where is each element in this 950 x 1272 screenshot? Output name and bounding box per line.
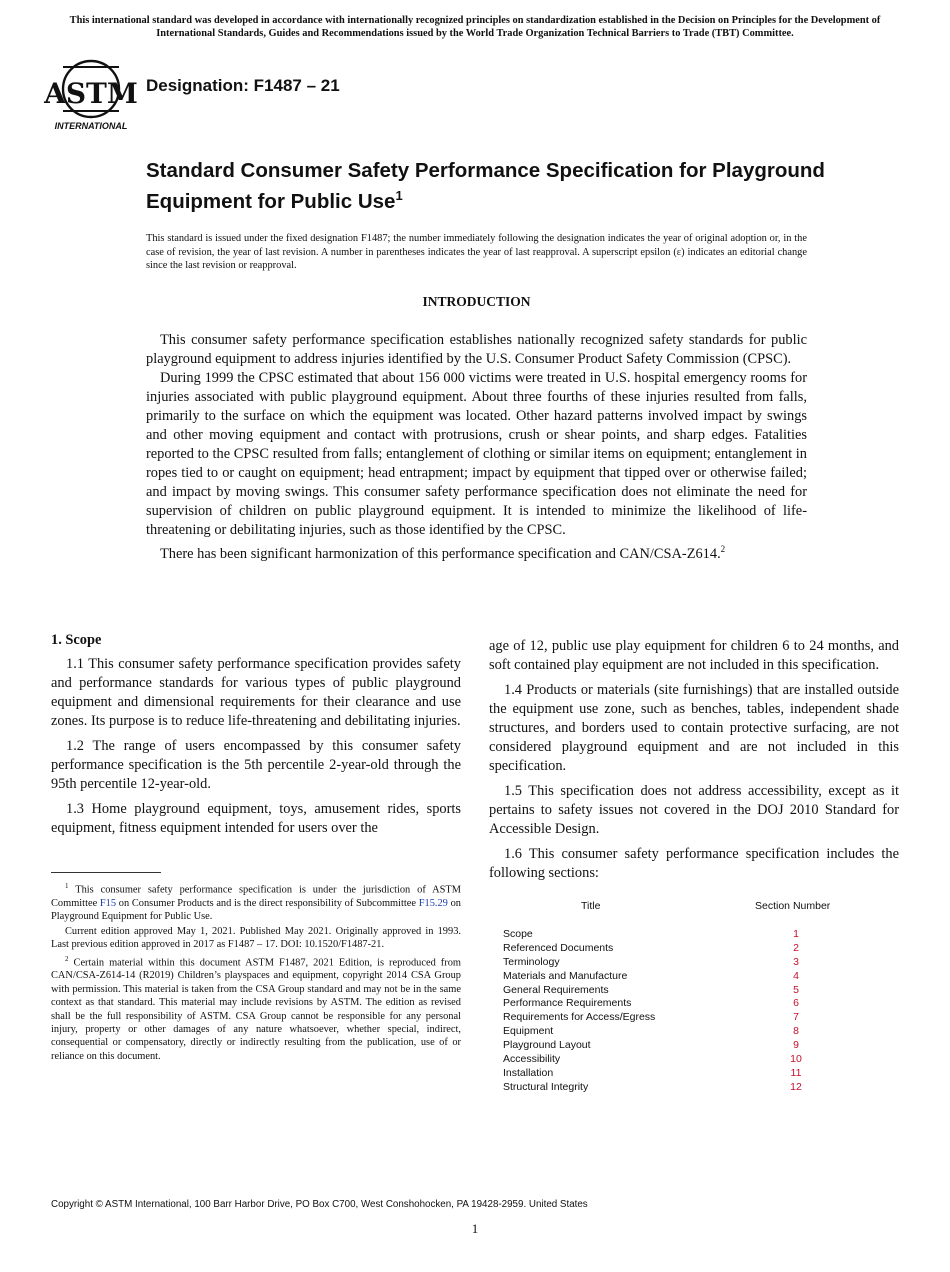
wto-notice: This international standard was developed in accordance with internationally recognized principles on standardization established in the Decision on Principles for the Development of International Standards, Guides and Recommendations issued by the World Trade Organization Technical Barriers to Trade (TBT) Committee. bbox=[69, 15, 881, 39]
toc-row-section-link[interactable]: 11 bbox=[790, 1066, 802, 1079]
footnote-2-marker: 2 bbox=[65, 954, 69, 963]
toc-row-section-link[interactable]: 3 bbox=[793, 955, 799, 968]
toc-section-header: Section Number bbox=[755, 900, 831, 912]
copyright-notice: Copyright © ASTM International, 100 Barr Harbor Drive, PO Box C700, West Conshohocken, PA 19428-2959. United States bbox=[51, 1199, 588, 1210]
toc-row-section-link[interactable]: 10 bbox=[790, 1053, 802, 1066]
footnotes bbox=[51, 880, 461, 1064]
toc-row-section-link[interactable]: 7 bbox=[793, 1011, 799, 1024]
footnote-divider bbox=[51, 872, 161, 873]
logo-subtext: INTERNATIONAL bbox=[54, 121, 128, 131]
document-title-text: Standard Consumer Safety Performance Specification for Playground Equipment for Public Use bbox=[146, 159, 825, 213]
toc-row-section-link[interactable]: 1 bbox=[793, 928, 799, 940]
toc-row-section-link[interactable]: 2 bbox=[793, 941, 799, 954]
introduction-body bbox=[146, 331, 807, 564]
intro-footnote-marker: 2 bbox=[720, 544, 726, 554]
toc-row-section-link[interactable]: 12 bbox=[790, 1080, 802, 1093]
toc-row-title: Structural Integrity bbox=[503, 1080, 589, 1093]
astm-logo-icon bbox=[44, 58, 138, 134]
footnote-2 bbox=[51, 953, 461, 1064]
toc-row bbox=[503, 1067, 863, 1081]
footnote-1-marker: 1 bbox=[65, 882, 69, 890]
footnote-2-text: Certain material within this document ASTM F1487, 2021 Edition, is reproduced from CAN/CSA-Z614-14 (R2019) Children’s playspaces and equipment, copyright 2014 CSA Group with permission. This material is taken from the CSA Group standard and may not be in the same context as that standard. This material may include revisions by ASTM. The edition as revised shall be the full responsibility of ASTM. CSA Group cannot be responsible for any personal injury, property or other damages of any nature whatsoever, whether special, indirect, consequential or compensatory, directly or indirectly resulting from the publication, use of or reliance on this document. bbox=[51, 956, 461, 1062]
toc-title-header: Title bbox=[581, 900, 601, 912]
toc-row-section-link[interactable]: 6 bbox=[793, 997, 799, 1010]
toc-row-title: Accessibility bbox=[503, 1053, 561, 1066]
toc-row bbox=[503, 1053, 863, 1067]
sections-table bbox=[503, 900, 863, 1095]
section-1-2: 1.2 The range of users encompassed by this consumer safety performance specification is the 5th percentile 2-year-old through the 95th percentile 12-year-old. bbox=[51, 738, 461, 792]
toc-row-title: Materials and Manufacture bbox=[503, 969, 628, 982]
title-footnote-marker: 1 bbox=[395, 188, 403, 203]
astm-logo bbox=[44, 58, 138, 134]
page-number: 1 bbox=[471, 1221, 479, 1236]
toc-row bbox=[503, 1025, 863, 1039]
footnote-1-text: on Consumer Products and is the direct responsibility of Subcommittee bbox=[118, 897, 417, 909]
footnote-1-text: on Playground Equipment for Public Use. bbox=[51, 897, 461, 923]
footnote-1-text: This consumer safety performance specification is under the jurisdiction of ASTM Committee bbox=[51, 884, 461, 909]
right-column bbox=[489, 637, 899, 889]
toc-row-title: Scope bbox=[503, 928, 533, 940]
toc-row-title: Equipment bbox=[503, 1025, 554, 1038]
intro-paragraph: During 1999 the CPSC estimated that about 156 000 victims were treated in U.S. hospital emergency rooms for injuries associated with public playground equipment. About three fourths of these injuries resulted from falls, primarily to the surface on which the equipment was located. Other hazard patterns involved impact by swings and other moving equipment and contact with protrusions, crush or shear points, and sharp edges. Fatalities reported to the CPSC resulted from falls; entanglement of clothing or similar items on equipment; entanglement in ropes tied to or caught on equipment; head entrapment; impact by equipment that tipped over or otherwise failed; and impact by moving swings. This consumer safety performance specification does not eliminate the need for supervision of children on public playground equipment. It is intended to minimize the likelihood of life-threatening or debilitating injuries, such as those identified by the CPSC. bbox=[146, 370, 807, 538]
toc-row-title: Terminology bbox=[503, 955, 560, 968]
toc-row-title: Playground Layout bbox=[503, 1039, 591, 1052]
toc-row bbox=[503, 956, 863, 970]
toc-row-title: General Requirements bbox=[503, 983, 609, 996]
section-1-5: 1.5 This specification does not address accessibility, except as it pertains to safety issues not covered in the DOJ 2010 Standard for Accessible Design. bbox=[489, 783, 899, 837]
section-1-3-start: 1.3 Home playground equipment, toys, amusement rides, sports equipment, fitness equipment intended for users over the bbox=[51, 801, 461, 836]
intro-paragraph bbox=[146, 540, 807, 564]
section-1-3-end: age of 12, public use play equipment for children 6 to 24 months, and soft contained play equipment are not included in this specification. bbox=[489, 638, 899, 673]
toc-row bbox=[503, 984, 863, 998]
toc-row bbox=[503, 928, 863, 942]
toc-row-title: Requirements for Access/Egress bbox=[503, 1011, 656, 1024]
toc-row-title: Referenced Documents bbox=[503, 941, 614, 954]
toc-row bbox=[503, 942, 863, 956]
footnote-edition: Current edition approved May 1, 2021. Published May 2021. Originally approved in 1993. Last previous edition approved in 2017 as F1487 – 17. DOI: 10.1520/F1487-21. bbox=[51, 925, 461, 951]
toc-row-title: Installation bbox=[503, 1066, 554, 1079]
issued-note: This standard is issued under the fixed designation F1487; the number immediately following the designation indicates the year of original adoption or, in the case of revision, the year of last revision. A number in parentheses indicates the year of last reapproval. A superscript epsilon (ε) indicates an editorial change since the last revision or reapproval. bbox=[146, 233, 807, 271]
toc-row bbox=[503, 970, 863, 984]
toc-row-section-link[interactable]: 4 bbox=[793, 969, 799, 982]
introduction-heading: INTRODUCTION bbox=[422, 294, 531, 309]
committee-f15-link[interactable]: F15 bbox=[99, 897, 117, 909]
toc-row-title: Performance Requirements bbox=[503, 997, 632, 1010]
subcommittee-f15-29-link[interactable]: F15.29 bbox=[418, 897, 448, 909]
toc-row bbox=[503, 1039, 863, 1053]
left-column bbox=[51, 631, 461, 844]
scope-heading: 1. Scope bbox=[51, 632, 102, 648]
section-1-1: 1.1 This consumer safety performance specification provides safety and performance standards for various types of public playground equipment and dimensional requirements for their clearance and use zones. Its purpose is to reduce life-threatening and debilitating injuries. bbox=[51, 656, 461, 729]
section-1-6: 1.6 This consumer safety performance specification includes the following sections: bbox=[489, 846, 899, 881]
document-title bbox=[146, 158, 846, 214]
intro-paragraph-text: There has been significant harmonization of this performance specification and CAN/CSA-Z614. bbox=[160, 545, 721, 562]
logo-text: ASTM bbox=[44, 77, 138, 110]
toc-row bbox=[503, 1081, 863, 1095]
toc-row bbox=[503, 1011, 863, 1025]
designation: Designation: F1487 – 21 bbox=[146, 76, 340, 95]
section-1-4: 1.4 Products or materials (site furnishings) that are installed outside the equipment use zone, such as benches, tables, independent shade structures, and borders used to contain protective surfacing, are not considered playground equipment and are not included in this specification. bbox=[489, 682, 899, 774]
toc-row bbox=[503, 997, 863, 1011]
toc-row-section-link[interactable]: 8 bbox=[793, 1025, 799, 1038]
toc-row-section-link[interactable]: 9 bbox=[793, 1039, 799, 1052]
toc-row-section-link[interactable]: 5 bbox=[793, 983, 799, 996]
toc-rows bbox=[503, 928, 863, 1095]
footnote-1 bbox=[51, 880, 461, 924]
intro-paragraph: This consumer safety performance specification establishes nationally recognized safety standards for public playground equipment to address injuries identified by the U.S. Consumer Product Safety Commission (CPSC). bbox=[146, 332, 807, 367]
